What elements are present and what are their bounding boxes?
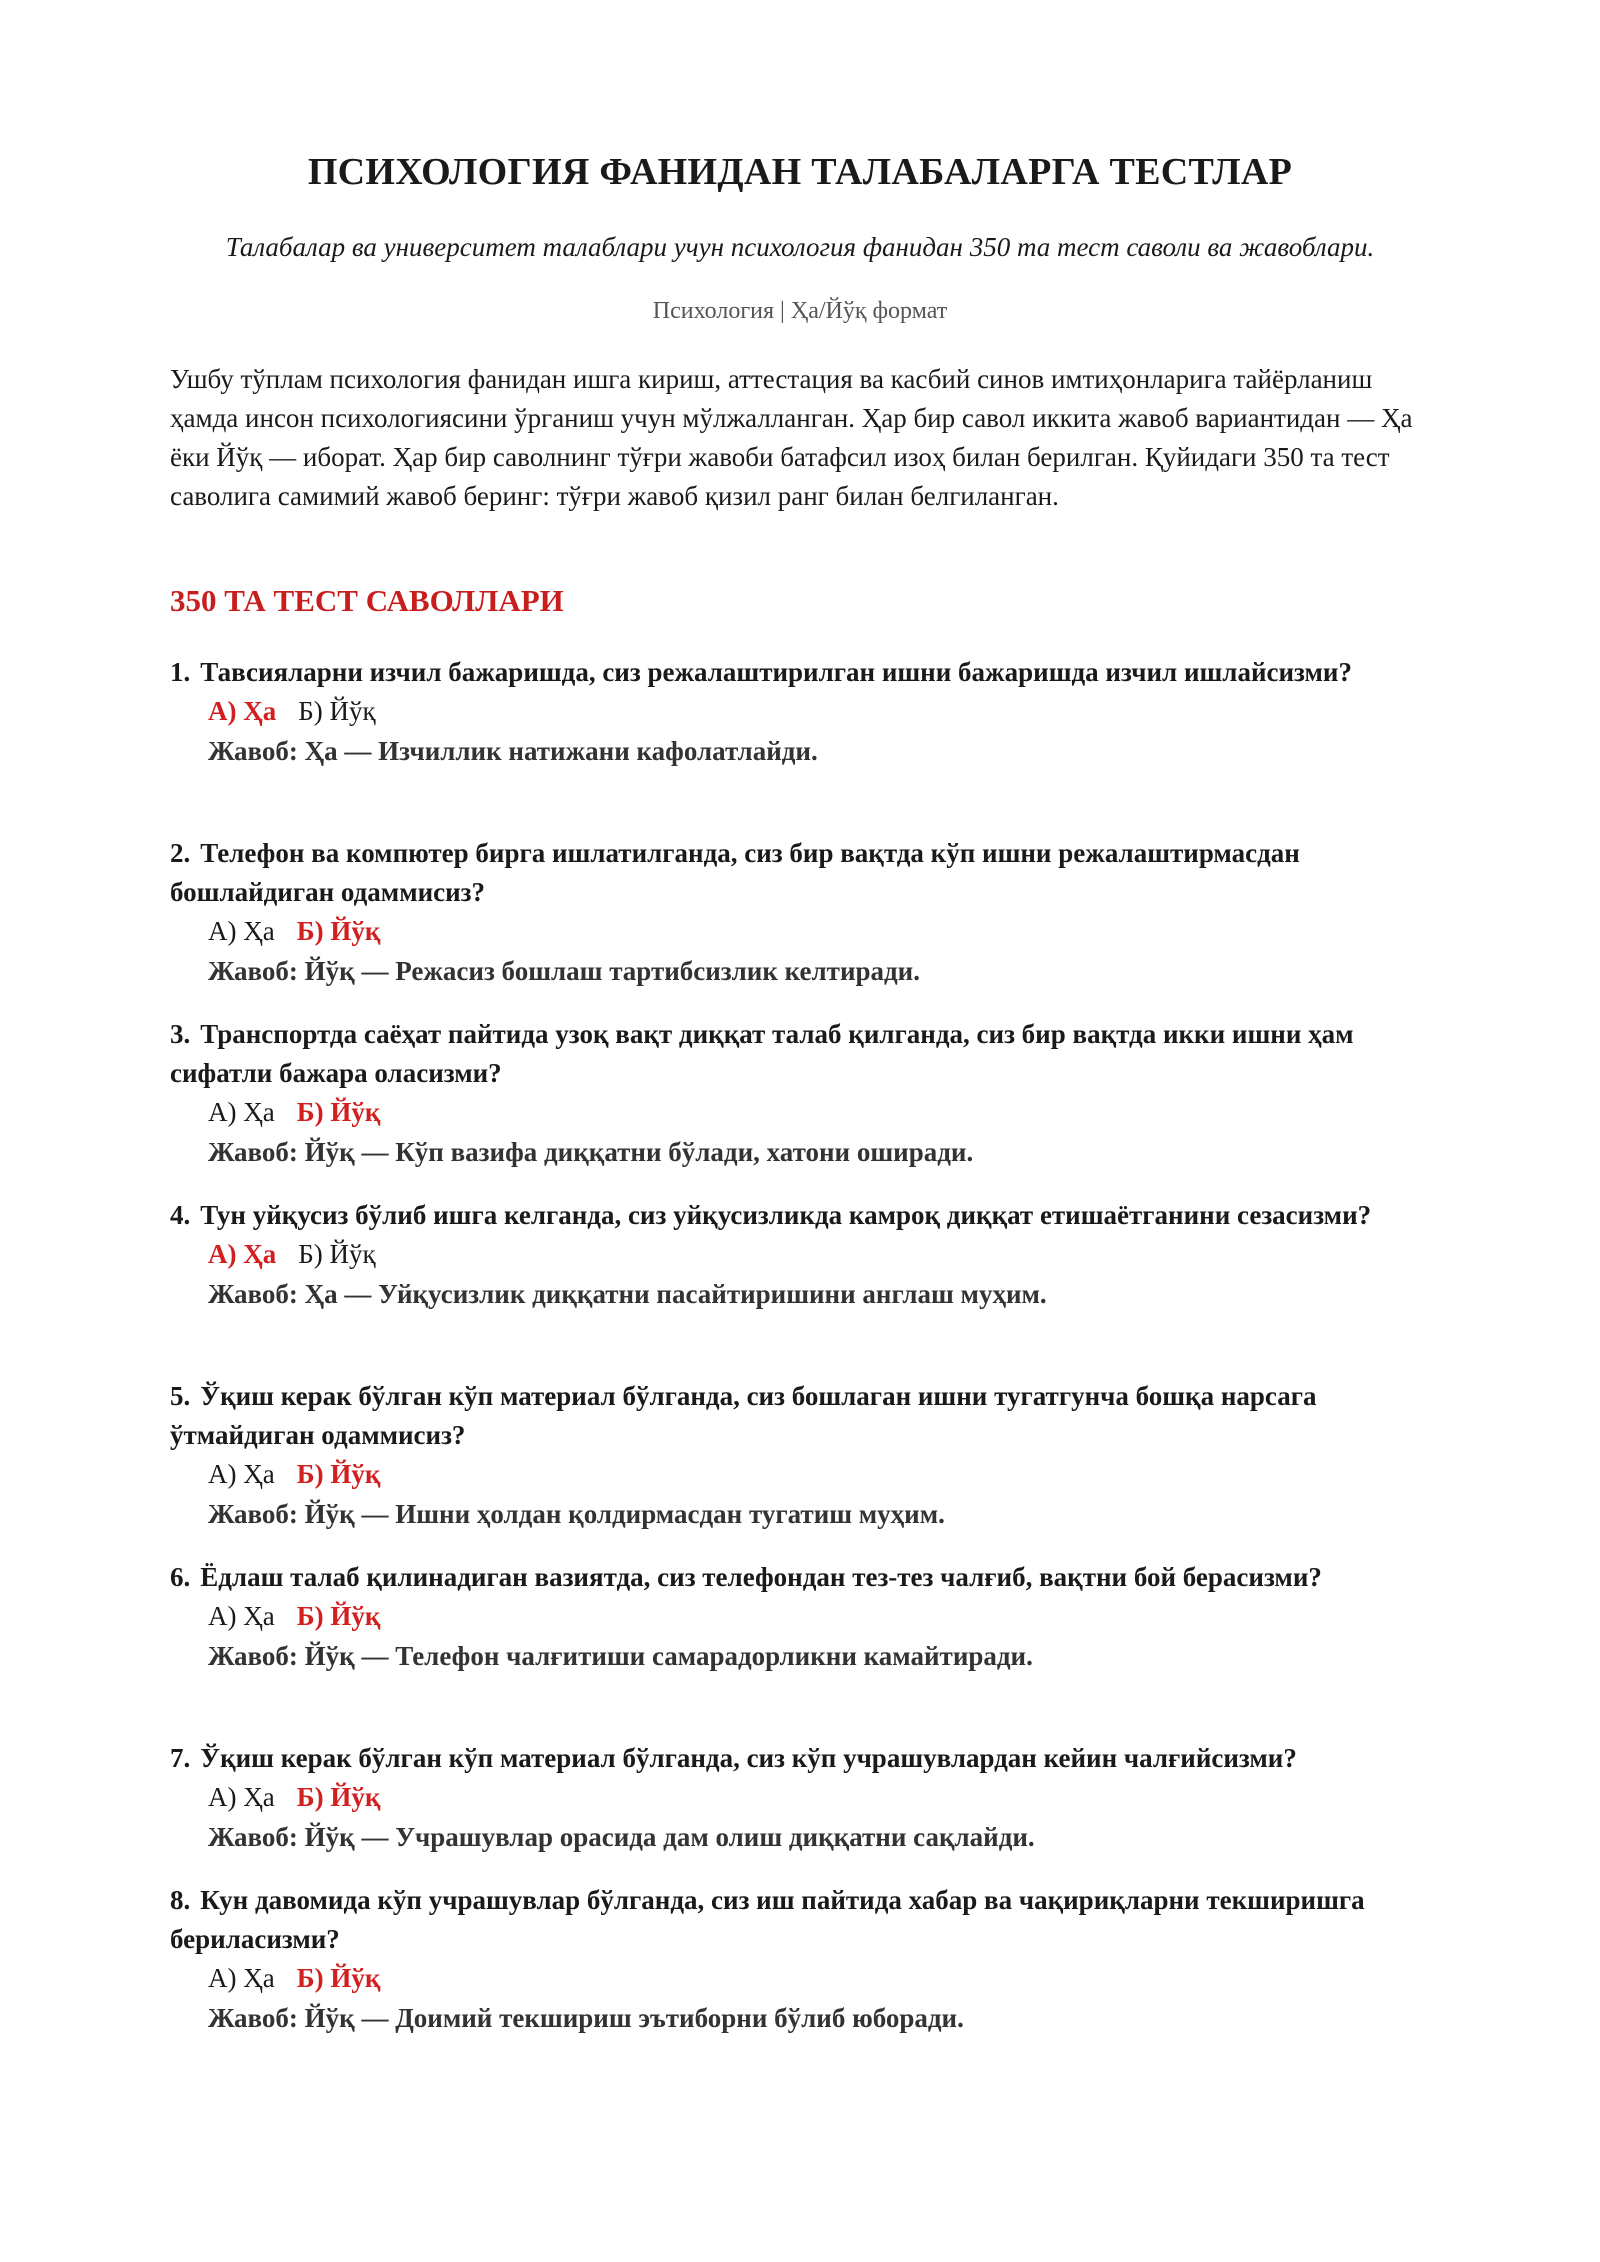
- document-meta: Психология | Ҳа/Йўқ формат: [652, 298, 948, 324]
- question-text: [170, 1558, 1460, 1597]
- section-title: 350 ТА ТЕСТ САВОЛЛАРИ: [170, 583, 564, 618]
- question-number: 3.: [170, 1019, 191, 1049]
- question-body: Ўқиш керак бўлган кўп материал бўлганда, сиз бошлаган ишни тугатгунча бошқа нарсага ўтмайдиган одаммисиз?: [170, 1381, 1317, 1450]
- option-a[interactable]: А) Ҳа: [208, 696, 277, 726]
- question-text: [170, 1739, 1460, 1778]
- question-body: Телефон ва компютер бирга ишлатилганда, сиз бир вақтда кўп ишни режалаштирмасдан бошлайдиган одаммисиз?: [170, 838, 1300, 907]
- question-item: [170, 1196, 1460, 1314]
- question-body: Транспортда саёҳат пайтида узоқ вақт диққат талаб қилганда, сиз бир вақтда икки ишни ҳам сифатли бажара оласизми?: [170, 1019, 1354, 1088]
- answer-explanation: Жавоб: Йўқ — Кўп вазифа диққатни бўлади, хатони оширади.: [208, 1137, 974, 1167]
- question-text: [170, 1196, 1460, 1235]
- question-body: Тавсияларни изчил бажаришда, сиз режалаштирилган ишни бажаришда изчил ишлайсизми?: [200, 657, 1352, 687]
- question-number: 2.: [170, 838, 191, 868]
- question-number: 1.: [170, 657, 191, 687]
- option-b[interactable]: Б) Йўқ: [296, 1601, 381, 1631]
- question-number: 4.: [170, 1200, 191, 1230]
- question-item: [170, 653, 1460, 771]
- answer-explanation: Жавоб: Ҳа — Изчиллик натижани кафолатлайди.: [208, 736, 818, 766]
- question-item: [170, 1377, 1460, 1534]
- question-body: Ўқиш керак бўлган кўп материал бўлганда, сиз кўп учрашувлардан кейин чалғийсизми?: [200, 1743, 1297, 1773]
- option-b[interactable]: Б) Йўқ: [296, 1782, 381, 1812]
- option-b[interactable]: Б) Йўқ: [296, 1963, 381, 1993]
- option-a[interactable]: А) Ҳа: [208, 916, 275, 946]
- answer-options: [208, 1778, 1460, 1818]
- answer-explanation: Жавоб: Йўқ — Режасиз бошлаш тартибсизлик келтиради.: [208, 956, 920, 986]
- option-a[interactable]: А) Ҳа: [208, 1459, 275, 1489]
- question-body: Тун уйқусиз бўлиб ишга келганда, сиз уйқусизликда камроқ диққат етишаётганини сезасизми?: [200, 1200, 1372, 1230]
- answer-options: [208, 1235, 1460, 1275]
- question-body: Ёдлаш талаб қилинадиган вазиятда, сиз телефондан тез-тез чалғиб, вақтни бой берасизми?: [200, 1562, 1322, 1592]
- answer-explanation: Жавоб: Йўқ — Телефон чалғитиши самарадорликни камайтиради.: [208, 1641, 1033, 1671]
- answer-options: [208, 912, 1460, 952]
- question-text: [170, 653, 1460, 692]
- document-title: ПСИХОЛОГИЯ ФАНИДАН ТАЛАБАЛАРГА ТЕСТЛАР: [307, 151, 1293, 193]
- question-text: [170, 834, 1460, 912]
- question-item: [170, 1881, 1460, 2038]
- option-b[interactable]: Б) Йўқ: [296, 1459, 381, 1489]
- answer-explanation: Жавоб: Ҳа — Уйқусизлик диққатни пасайтиришини англаш муҳим.: [208, 1279, 1047, 1309]
- question-text: [170, 1015, 1460, 1093]
- option-a[interactable]: А) Ҳа: [208, 1239, 277, 1269]
- question-item: [170, 834, 1460, 991]
- answer-options: [208, 1093, 1460, 1133]
- question-item: [170, 1015, 1460, 1172]
- option-b[interactable]: Б) Йўқ: [298, 1239, 376, 1269]
- answer-options: [208, 1959, 1460, 1999]
- question-item: [170, 1739, 1460, 1857]
- option-a[interactable]: А) Ҳа: [208, 1097, 275, 1127]
- intro-paragraph: Ушбу тўплам психология фанидан ишга кириш, аттестация ва касбий синов имтиҳонларига тайёрланиш ҳамда инсон психологиясини ўрганиш учун мўлжалланган. Ҳар бир савол иккита жавоб вариантидан — Ҳа ёки Йўқ — иборат. Ҳар бир саволнинг тўғри жавоби батафсил изоҳ билан берилган. Қуйидаги 350 та тест саволига самимий жавоб беринг: тўғри жавоб қизил ранг билан белгиланган.: [170, 364, 1413, 511]
- document-subtitle: Талабалар ва университет талаблари учун психология фанидан 350 та тест саволи ва жавоблари.: [225, 232, 1375, 262]
- option-a[interactable]: А) Ҳа: [208, 1601, 275, 1631]
- question-body: Кун давомида кўп учрашувлар бўлганда, сиз иш пайтида хабар ва чақириқларни текширишга бериласизми?: [170, 1885, 1365, 1954]
- question-number: 7.: [170, 1743, 191, 1773]
- question-number: 6.: [170, 1562, 191, 1592]
- option-a[interactable]: А) Ҳа: [208, 1963, 275, 1993]
- answer-options: [208, 1455, 1460, 1495]
- answer-explanation: Жавоб: Йўқ — Доимий текшириш эътиборни бўлиб юборади.: [208, 2003, 964, 2033]
- option-b[interactable]: Б) Йўқ: [296, 1097, 381, 1127]
- option-a[interactable]: А) Ҳа: [208, 1782, 275, 1812]
- option-b[interactable]: Б) Йўқ: [298, 696, 376, 726]
- answer-options: [208, 692, 1460, 732]
- answer-options: [208, 1597, 1460, 1637]
- question-text: [170, 1377, 1460, 1455]
- answer-explanation: Жавоб: Йўқ — Ишни ҳолдан қолдирмасдан тугатиш муҳим.: [208, 1499, 945, 1529]
- question-number: 8.: [170, 1885, 191, 1915]
- question-text: [170, 1881, 1460, 1959]
- question-item: [170, 1558, 1460, 1676]
- answer-explanation: Жавоб: Йўқ — Учрашувлар орасида дам олиш диққатни сақлайди.: [208, 1822, 1035, 1852]
- option-b[interactable]: Б) Йўқ: [296, 916, 381, 946]
- question-number: 5.: [170, 1381, 191, 1411]
